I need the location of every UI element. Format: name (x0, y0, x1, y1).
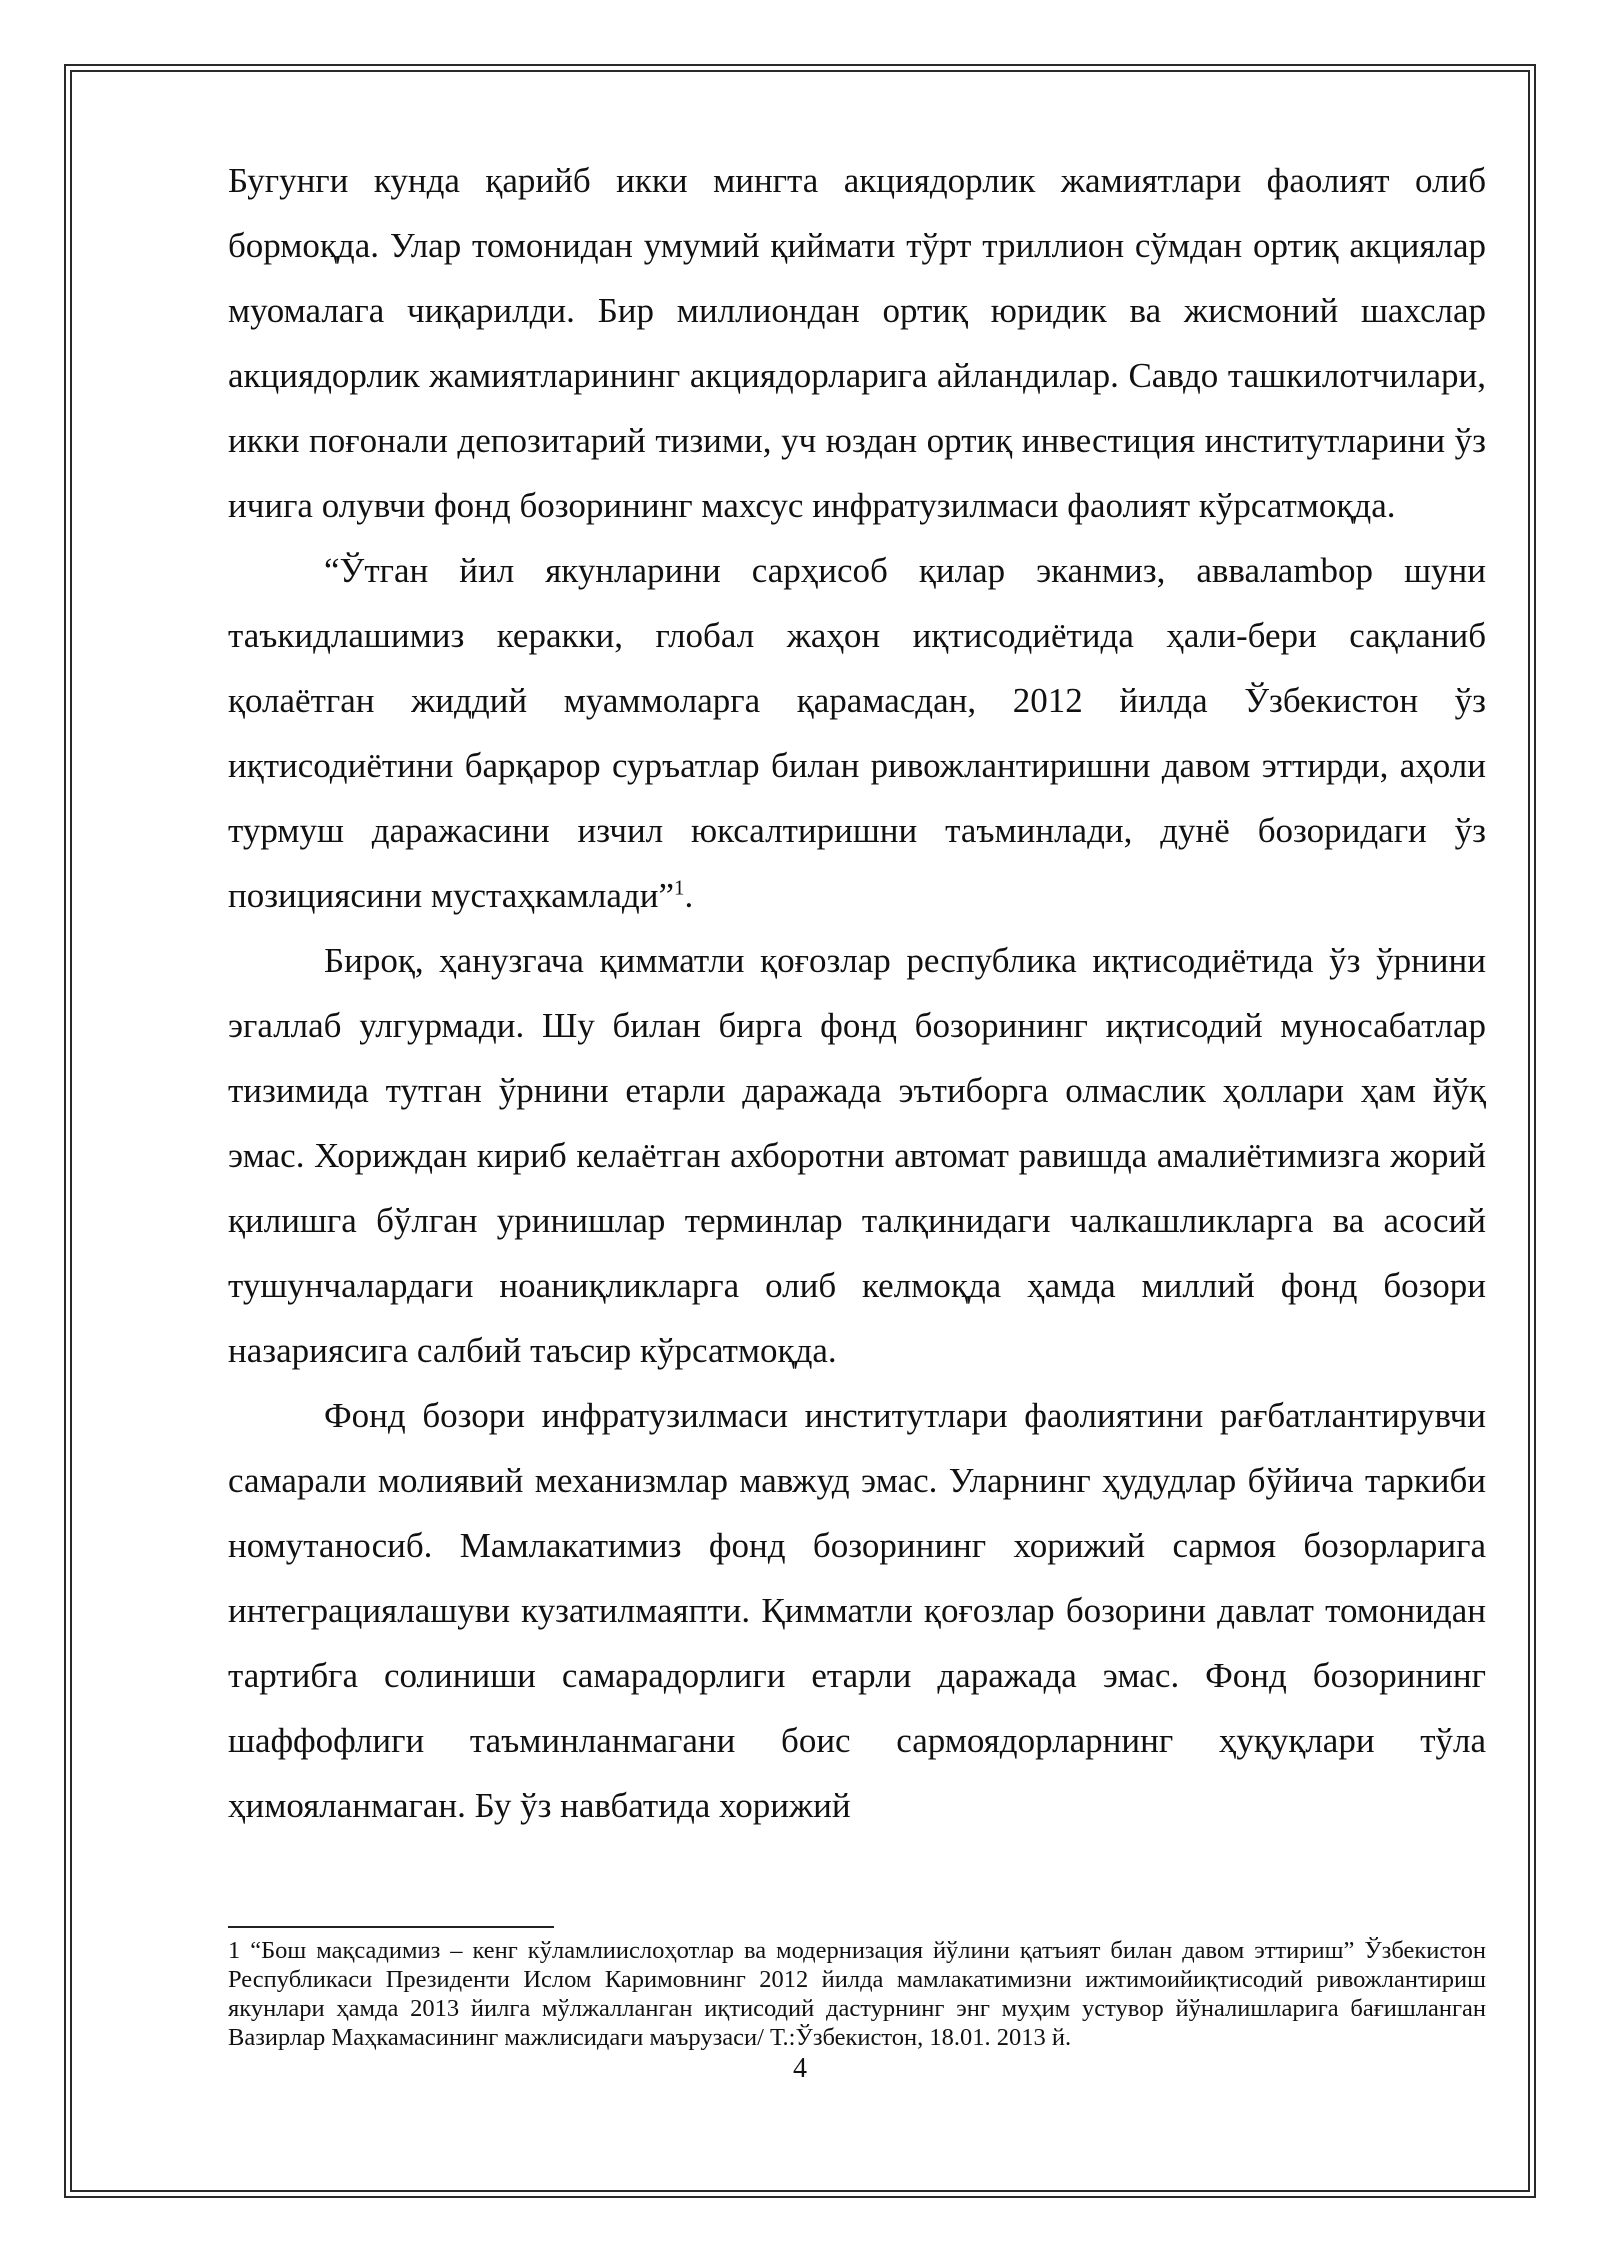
paragraph-3: Бироқ, ҳанузгача қимматли қоғозлар республика иқтисодиётида ўз ўрнини эгаллаб улгурмади. Шу билан бирга фонд бозорининг иқтисодий муносабатлар тизимида тутган ўрнини етарли даражада эътиборга олмаслик ҳоллари ҳам йўқ эмас. Хориждан кириб келаётган ахборотни автомат равишда амалиётимизга жорий қилишга бўлган уринишлар терминлар талқинидаги чалкашликларга ва асосий тушунчалардаги ноаниқликларга олиб келмоқда ҳамда миллий фонд бозори назариясига салбий таъсир кўрсатмоқда. (228, 941, 1486, 1370)
footnote-separator (228, 1926, 554, 1928)
paragraph-4: Фонд бозори инфратузилмаси институтлари фаолиятини рағбатлантирувчи самарали молиявий механизмлар мавжуд эмас. Уларнинг ҳудудлар бўйича таркиби номутаносиб. Мамлакатимиз фонд бозорининг хорижий сармоя бозорларига интеграциялашуви кузатилмаяпти. Қимматли қоғозлар бозорини давлат томонидан тартибга солиниши самарадорлиги етарли даражада эмас. Фонд бозорининг шаффофлиги таъминланмагани боис сармоядорларнинг ҳуқуқлари тўла ҳимояланмаган. Бу ўз навбатида хорижий (228, 1396, 1486, 1825)
quote-text: “Ўтган йил якунларини сарҳисоб қилар эканмиз, аввалambор шуни таъкидлашимиз керакки, глобал жаҳон иқтисодиётида ҳали-бери сақланиб қолаётган жиддий муаммоларга қарамасдан, 2012 йилда Ўзбекистон ўз иқтисодиётини барқарор суръатлар билан ривожлантиришни давом эттирди, аҳоли турмуш даражасини изчил юксалтиришни таъминлади, дунё бозоридаги ўз позициясини мустаҳкамлади” (228, 551, 1486, 915)
paragraph-2-quote (228, 538, 1486, 928)
footnote-reference[interactable]: 1 (674, 875, 685, 900)
footnote-text: 1 “Бош мақсадимиз – кенг кўламлиислоҳотлар ва модернизация йўлини қатъият билан давом эттириш” Ўзбекистон Республикаси Президенти Ислом Каримовнинг 2012 йилда мамлакатимизни ижтимоийиқтисодий ривожлантириш якунлари ҳамда 2013 йилга мўлжалланган иқтисодий дастурнинг энг муҳим устувор йўналишларига бағишланган Вазирлар Маҳкамасининг мажлисидаги маърузаси/ Т.:Ўзбекистон, 18.01. 2013 й. (228, 1937, 1486, 2051)
paragraph-1: Бугунги кунда қарийб икки мингта акциядорлик жамиятлари фаолият олиб бормоқда. Улар томонидан умумий қиймати тўрт триллион сўмдан ортиқ акциялар муомалага чиқарилди. Бир миллиондан ортиқ юридик ва жисмоний шахслар акциядорлик жамиятларининг акциядорларига айландилар. Савдо ташкилотчилари, икки поғонали депозитарий тизими, уч юздан ортиқ инвестиция институтларини ўз ичига олувчи фонд бозорининг махсус инфратузилмаси фаолият кўрсатмоқда. (228, 161, 1486, 525)
document-body (228, 148, 1486, 1838)
quote-period: . (684, 876, 694, 915)
page-number: 4 (793, 2053, 807, 2084)
